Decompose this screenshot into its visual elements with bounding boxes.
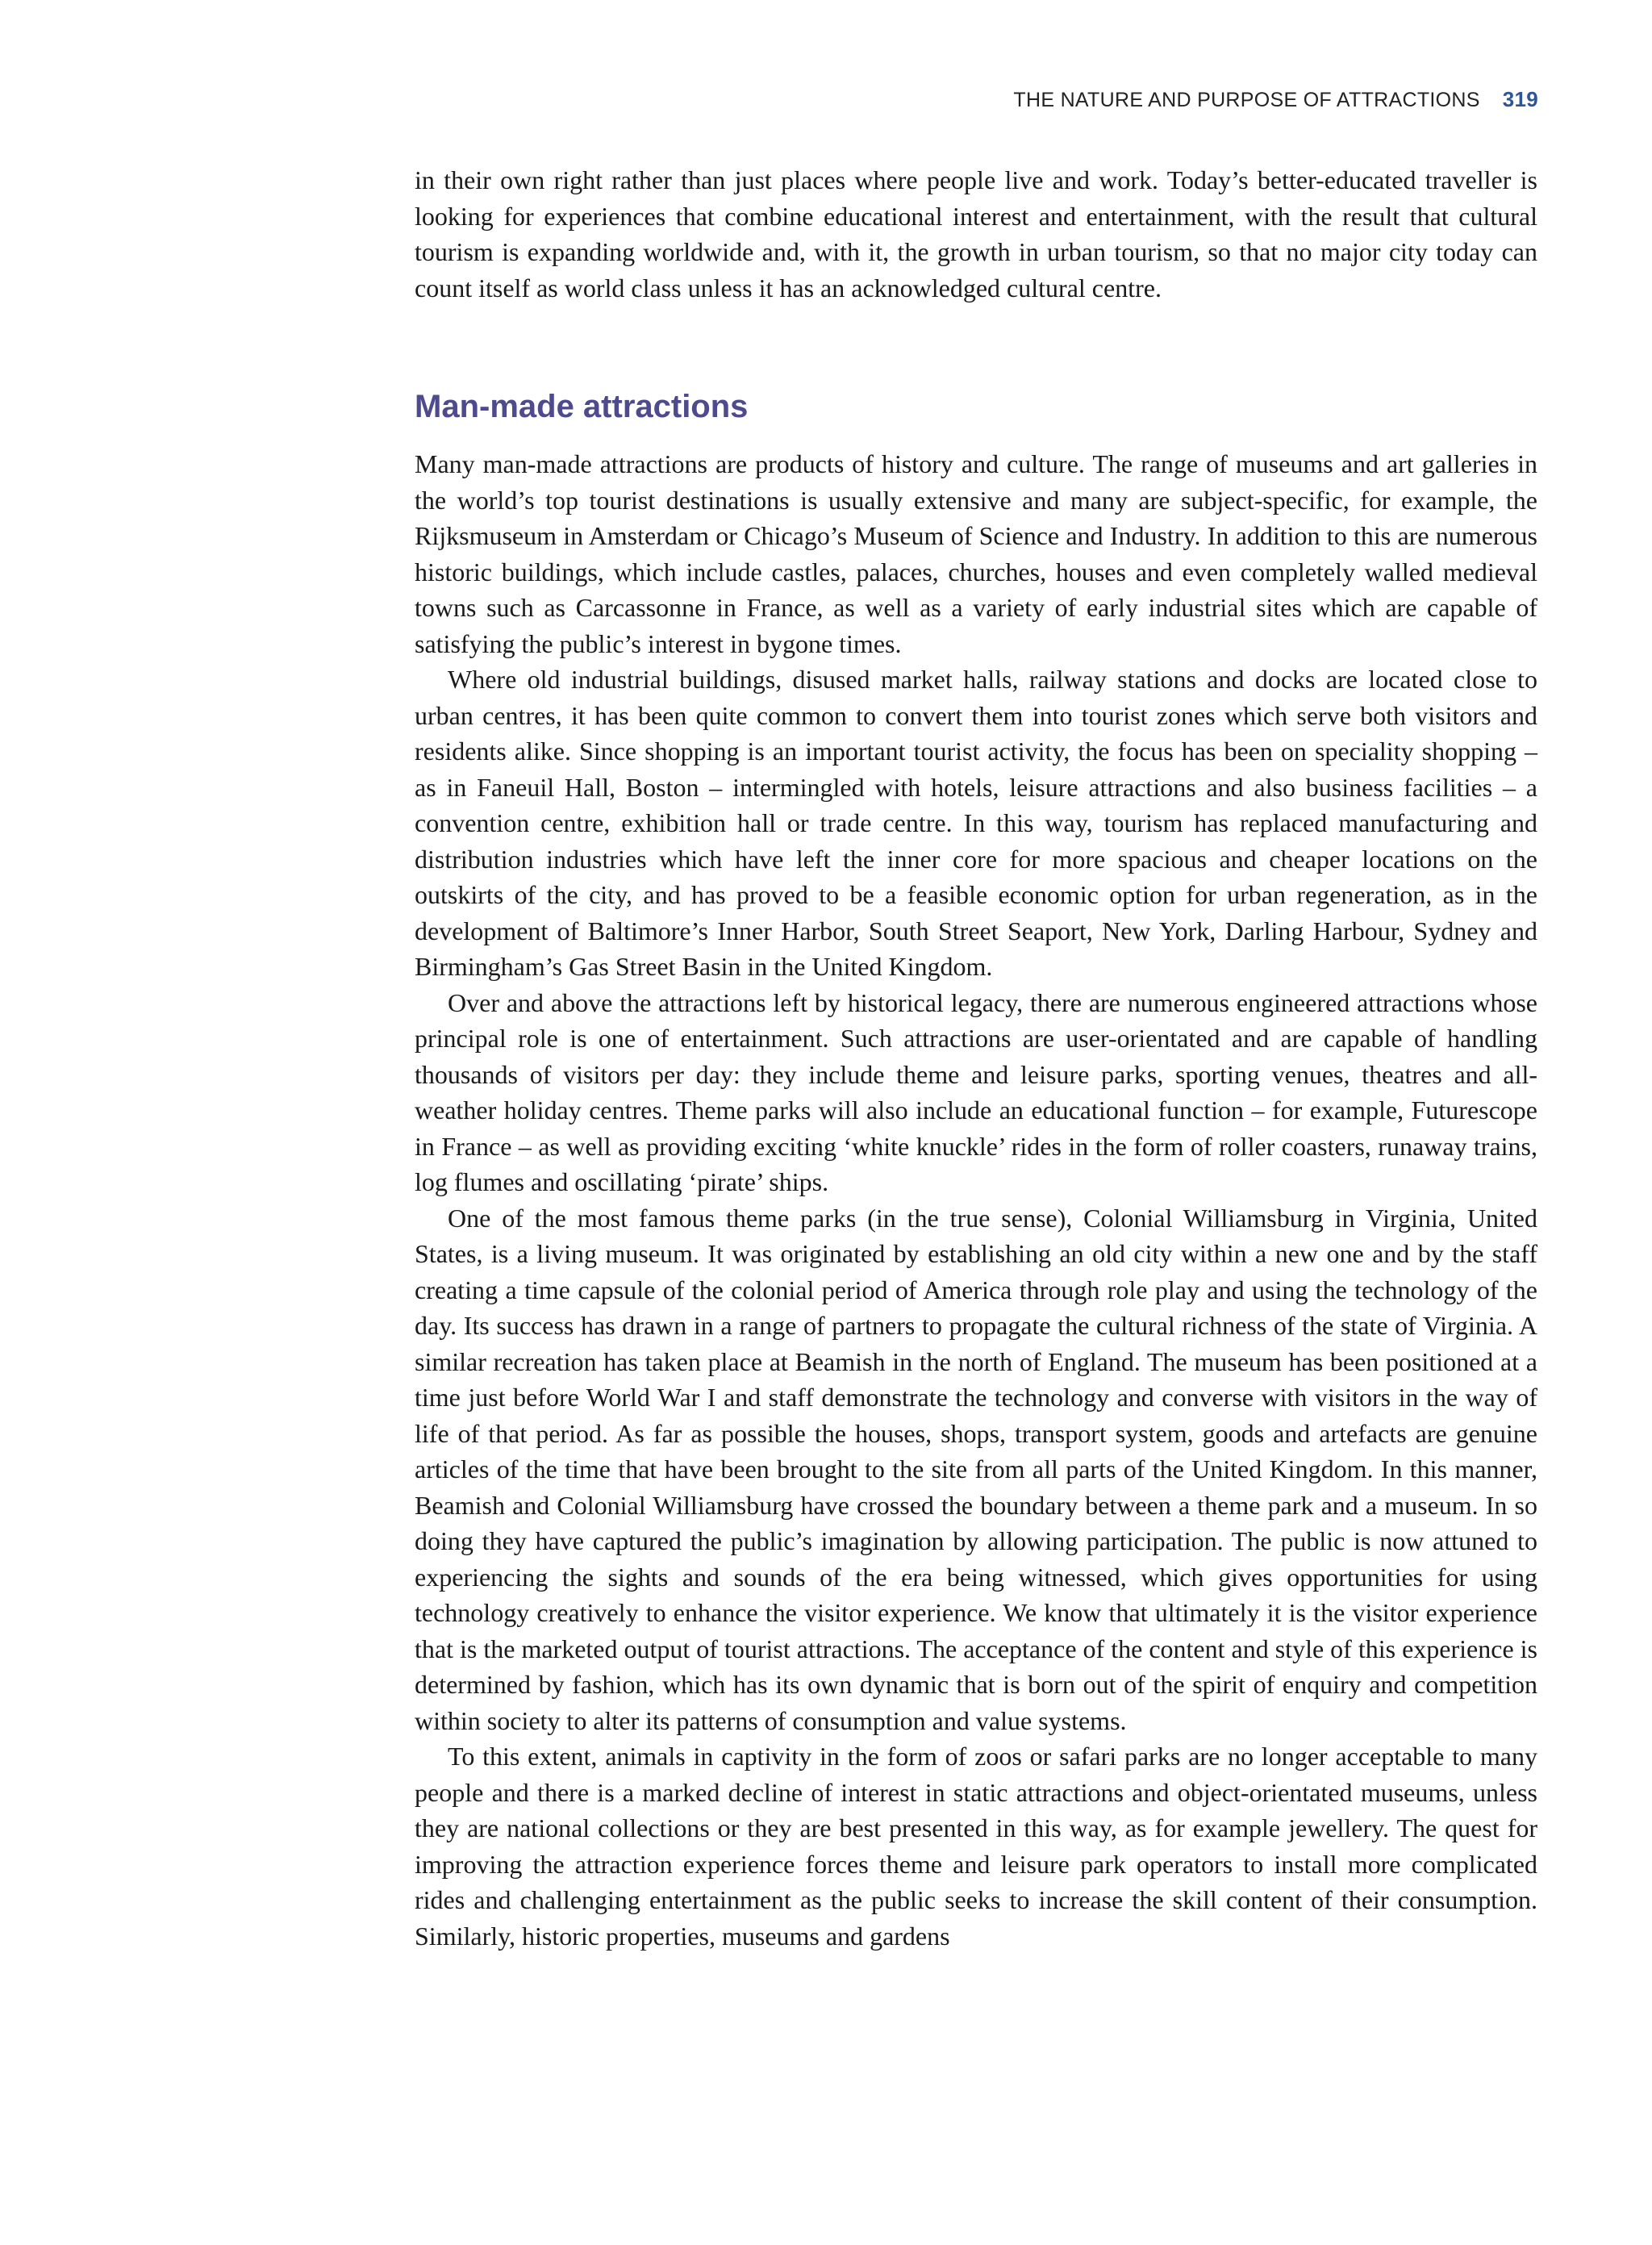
- section-body: [415, 446, 1537, 1954]
- intro-paragraph: in their own right rather than just places where people live and work. Today’s better-educated traveller is looking for experiences that combine educational interest and entertainment, with the result that cultural tourism is expanding worldwide and, with it, the growth in urban tourism, so that no major city today can count itself as world class unless it has an acknowledged cultural centre.: [415, 165, 1537, 303]
- running-head-title: THE NATURE AND PURPOSE OF ATTRACTIONS: [1013, 89, 1480, 111]
- page-number: 319: [1502, 87, 1538, 111]
- section-heading: Man-made attractions: [415, 389, 749, 424]
- body-paragraph: Over and above the attractions left by historical legacy, there are numerous engineered attractions whose principal role is one of entertainment. Such attractions are user-orientated and are capable of handling thousands of visitors per day: they include theme and leisure parks, sporting venues, theatres and all-weather holiday centres. Theme parks will also include an educational function – for example, Futurescope in France – as well as providing exciting ‘white knuckle’ rides in the form of roller coasters, runaway trains, log flumes and oscillating ‘pirate’ ships.: [415, 987, 1537, 1196]
- body-paragraph: One of the most famous theme parks (in the true sense), Colonial Williamsburg in Virginia, United States, is a living museum. It was originated by establishing an old city within a new one and by the staff creating a time capsule of the colonial period of America through role play and using the technology of the day. Its success has drawn in a range of partners to propagate the cultural richness of the state of Virginia. A similar recreation has taken place at Beamish in the north of England. The museum has been positioned at a time just before World War I and staff demonstrate the technology and converse with visitors in the way of life of that period. As far as possible the houses, shops, transport system, goods and artefacts are genuine articles of the time that have been brought to the site from all parts of the United Kingdom. In this manner, Beamish and Colonial Williamsburg have crossed the boundary between a theme park and a museum. In so doing they have captured the public’s imagination by allowing participation. The public is now attuned to experiencing the sights and sounds of the era being witnessed, which gives opportunities for using technology creatively to enhance the visitor experience. We know that ultimately it is the visitor experience that is the marketed output of tourist attractions. The acceptance of the content and style of this experience is determined by fashion, which has its own dynamic that is born out of the spirit of enquiry and competition within society to alter its patterns of consumption and value systems.: [415, 1203, 1537, 1735]
- body-paragraph: Many man-made attractions are products of history and culture. The range of museums and art galleries in the world’s top tourist destinations is usually extensive and many are subject-specific, for example, the Rijksmuseum in Amsterdam or Chicago’s Museum of Science and Industry. In addition to this are numerous historic buildings, which include castles, palaces, churches, houses and even completely walled medieval towns such as Carcassonne in France, as well as a variety of early industrial sites which are capable of satisfying the public’s interest in bygone times.: [415, 449, 1537, 658]
- body-paragraph: Where old industrial buildings, disused market halls, railway stations and docks are located close to urban centres, it has been quite common to convert them into tourist zones which serve both visitors and residents alike. Since shopping is an important tourist activity, the focus has been on speciality shopping – as in Faneuil Hall, Boston – intermingled with hotels, leisure attractions and also business facilities – a convention centre, exhibition hall or trade centre. In this way, tourism has replaced manufacturing and distribution industries which have left the inner core for more spacious and cheaper locations on the outskirts of the city, and has proved to be a feasible economic option for urban regeneration, as in the development of Baltimore’s Inner Harbor, South Street Seaport, New York, Darling Harbour, Sydney and Birmingham’s Gas Street Basin in the United Kingdom.: [415, 665, 1537, 981]
- running-head: [1013, 87, 1538, 112]
- body-paragraph: To this extent, animals in captivity in the form of zoos or safari parks are no longer acceptable to many people and there is a marked decline of interest in static attractions and object-orientated museums, unless they are national collections or they are best presented in this way, as for example jewellery. The quest for improving the attraction experience forces theme and leisure park operators to install more complicated rides and challenging entertainment as the public seeks to increase the skill content of their consumption. Similarly, historic properties, museums and gardens: [415, 1742, 1537, 1951]
- intro-text: [415, 162, 1537, 306]
